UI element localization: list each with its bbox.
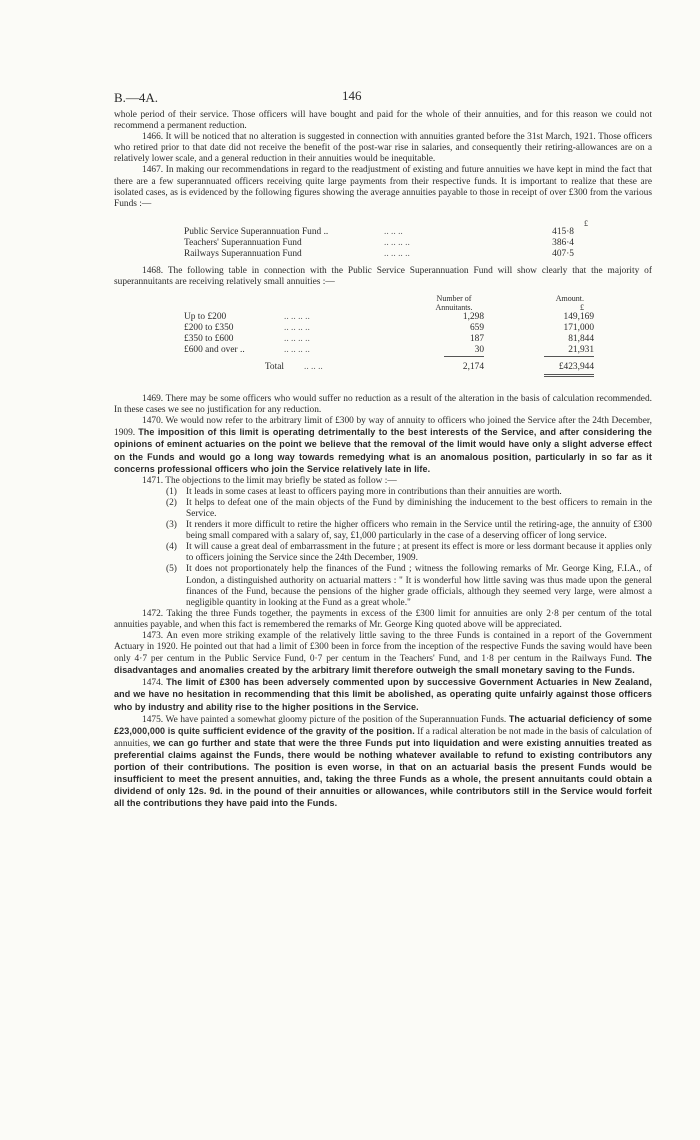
table-row: [184, 323, 624, 334]
annuitant-count: 187: [469, 334, 484, 345]
total-row: [184, 362, 624, 374]
paragraph-continued: whole period of their service. Those officers will have bought and paid for the whole of their annuities, and for this reason we could not recommend a permanent reduction.: [114, 110, 652, 132]
leader-dots: .. .. ..: [384, 226, 403, 237]
total-count: 2,174: [462, 362, 484, 373]
paragraph-1474: 1474. The limit of £300 has been adversely commented upon by successive Government Actuaries in New Zealand, and we have no hesitation in recommending that this limit be abolished, as operating quite unfairly against those officers who by industry and ability rise to the higher positions in the Service.: [114, 677, 653, 712]
list-item: (1) It leads in some cases at least to officers paying more in contributions than their annuities are worth.: [166, 486, 562, 497]
fund-name: Public Service Superannuation Fund ..: [184, 226, 329, 237]
list-item: (5) It does not proportionately help the finances of the Fund ; witness the following remarks of Mr. George King, F.I.A., of London, a distinguished authority on actuarial matters : " It is wonderful how little saving was thus made upon the general finances of the Fund, because the pensions of the higher grade officials, although they seemed very large, were almost a negligible quantity in looking at the Fund as a great whole.": [166, 564, 652, 608]
paragraph-1472: 1472. Taking the three Funds together, the payments in excess of the £300 limit for annuities are only 2·8 per centum of the total annuities payable, and when this fact is remembered the remarks of Mr. George King quoted above will be appreciated.: [114, 608, 652, 630]
bold-emphasis: The disadvantages and anomalies created by the arbitrary limit therefore outweigh the small monetary saving to the Funds.: [114, 653, 653, 676]
annuitant-count: 30: [474, 345, 484, 356]
document-reference: B.—4A.: [114, 90, 159, 105]
amount-value: 81,844: [568, 334, 594, 345]
count-header: Number of Annuitants.: [435, 294, 473, 313]
paragraph-1470: 1470. We would now refer to the arbitrary limit of £300 by way of annuity to officers who joined the Service after the 24th December, 1909. The imposition of this limit is operating detrimentally to the best interests of the Service, and after considering the opinions of eminent actuaries on the point we believe that the removal of the limit would have only a slight adverse effect on the Funds and would go a long way towards remedying what is an anomalous position, particularly in so far as it concerns professional officers who join the Service relatively late in life.: [114, 416, 653, 474]
total-amount: £423,944: [558, 362, 594, 373]
paragraph-1469: 1469. There may be some officers who would suffer no reduction as a result of the alteration in the basis of calculation recommended. In these cases we see no justification for any reduction.: [114, 394, 652, 416]
table-row: [184, 334, 624, 345]
amount-value: 149,169: [563, 312, 594, 323]
table-row: [184, 249, 604, 260]
paragraph-1475: 1475. We have painted a somewhat gloomy picture of the position of the Superannuation Funds. The actuarial deficiency of some £23,000,000 is quite sufficient evidence of the gravity of the position. If a radical alteration be not made in the basis of calculation of annuities, we can go further and state that were the three Funds put into liquidation and were existing annuities treated as preferential claims against the Funds, there would be nothing whatever available to refund to existing contributors any portion of their contributions. The position is even worse, in that on an actuarial basis the present Funds would be insufficient to meet the present annuities, and, taking the three Funds as a whole, the present annuitants could obtain a dividend of only 12s. 9d. in the pound of their annuities or allowances, while contributors still in the Service would forfeit all the contributions they have paid into the Funds.: [114, 713, 653, 809]
sum-rule: [184, 356, 624, 360]
average-amount: 407·5: [552, 248, 574, 259]
bracket-label: £200 to £350: [184, 323, 234, 334]
fund-name: Teachers' Superannuation Fund: [184, 237, 302, 248]
average-annuities-table: [184, 218, 604, 260]
leader-dots: .. .. .. ..: [284, 323, 310, 334]
leader-dots: .. .. .. ..: [384, 248, 410, 259]
leader-dots: .. .. .. ..: [284, 312, 310, 323]
average-amount: 415·8: [552, 226, 574, 237]
table-row: [184, 312, 624, 323]
fund-name: Railways Superannuation Fund: [184, 248, 302, 259]
amount-value: 21,931: [568, 345, 594, 356]
paragraph-1473: 1473. An even more striking example of the relatively little saving to the three Funds is contained in a report of the Government Actuary in 1920. He pointed out that had a limit of £300 been in force from the inception of the respective Funds the saving would have been only 4·7 per centum in the Public Service Fund, 0·7 per centum in the Teachers' Fund, and 1·8 per centum in the Railways Fund. The disadvantages and anomalies created by the arbitrary limit therefore outweigh the small monetary saving to the Funds.: [114, 631, 653, 676]
table-row: [184, 227, 604, 238]
double-rule: [184, 374, 624, 378]
leader-dots: .. .. .. ..: [284, 334, 310, 345]
average-amount: 386·4: [552, 237, 574, 248]
bracket-label: £350 to £600: [184, 334, 234, 345]
objections-list: [166, 487, 652, 609]
bold-emphasis: The limit of £300 has been adversely commented upon by successive Government Actuaries in New Zealand, and we have no hesitation in recommending that this limit be abolished, as operating quite unfairly against those officers who by industry and ability rise to the higher positions in the Service.: [114, 677, 653, 712]
bracket-label: Up to £200: [184, 312, 227, 323]
table-row: [184, 345, 624, 356]
list-item: (2) It helps to defeat one of the main objects of the Fund by diminishing the inducement to the best officers to remain in the Service.: [166, 497, 652, 519]
leader-dots: .. .. ..: [304, 362, 323, 373]
paragraph-1471: 1471. The objections to the limit may briefly be stated as follow :—: [142, 475, 397, 486]
body-text: [114, 110, 652, 810]
annuitants-table: [184, 294, 624, 378]
bracket-label: £600 and over ..: [184, 345, 245, 356]
amount-value: 171,000: [563, 323, 594, 334]
paragraph-1467: 1467. In making our recommendations in regard to the readjustment of existing and future annuities we have kept in mind the fact that there are a few superannuated officers receiving quite large payments from their respective funds. It is important to realize that these are isolated cases, as is evidenced by the following figures showing the average annuities payable to those in receipt of over £300 from the various Funds :—: [114, 165, 652, 209]
leader-dots: .. .. .. ..: [284, 345, 310, 356]
currency-header: £: [584, 218, 588, 228]
list-item: (3) It renders it more difficult to retire the higher officers who remain in the Service until the retiring-age, the annuity of £300 being small compared with a salary of, say, £1,000 particularly in the case of a deserving officer of long service.: [166, 520, 652, 542]
table-header: [184, 294, 624, 312]
annuitant-count: 659: [469, 323, 484, 334]
leader-dots: .. .. .. ..: [384, 237, 410, 248]
amount-header: Amount. £: [555, 294, 584, 313]
list-item: (4) It will cause a great deal of embarrassment in the future ; at present its effect is more or less dormant because it applies only to officers joining the Service since the 24th December, 1909.: [166, 542, 652, 564]
bold-emphasis: The actuarial deficiency of some £23,000,000 is quite sufficient evidence of the gravity of the position.: [114, 713, 653, 736]
table-row: [184, 238, 604, 249]
page-number: 146: [342, 88, 362, 103]
paragraph-1466: 1466. It will be noticed that no alteration is suggested in connection with annuities granted before the 31st March, 1921. Those officers who retired prior to that date did not receive the benefit of the post-war rise in salaries, and consequently their retiring-allowances are on a relatively lower scale, and a general reduction in their annuities would be inequitable.: [114, 132, 652, 165]
total-label: Total: [264, 362, 284, 373]
bold-emphasis: we can go further and state that were the three Funds put into liquidation and were existing annuities treated as preferential claims against the Funds, there would be nothing whatever available to refund to existing contributors any portion of their contributions. The position is even worse, in that on an actuarial basis the present Funds would be insufficient to meet the present annuities, and, taking the three Funds as a whole, the present annuitants could obtain a dividend of only 12s. 9d. in the pound of their annuities or allowances, while contributors still in the Service would forfeit all the contributions they have paid into the Funds.: [114, 737, 652, 809]
paragraph-1468: 1468. The following table in connection with the Public Service Superannuation Fund will show clearly that the majority of superannuitants are receiving relatively small annuities :—: [114, 265, 652, 287]
annuitant-count: 1,298: [462, 312, 484, 323]
bold-emphasis: The imposition of this limit is operating detrimentally to the best interests of the Service, and after considering the opinions of eminent actuaries on the point we believe that the removal of the limit would have only a slight adverse effect on the Funds and would go a long way towards remedying what is an anomalous position, particularly in so far as it concerns professional officers who join the Service relatively late in life.: [114, 427, 653, 474]
